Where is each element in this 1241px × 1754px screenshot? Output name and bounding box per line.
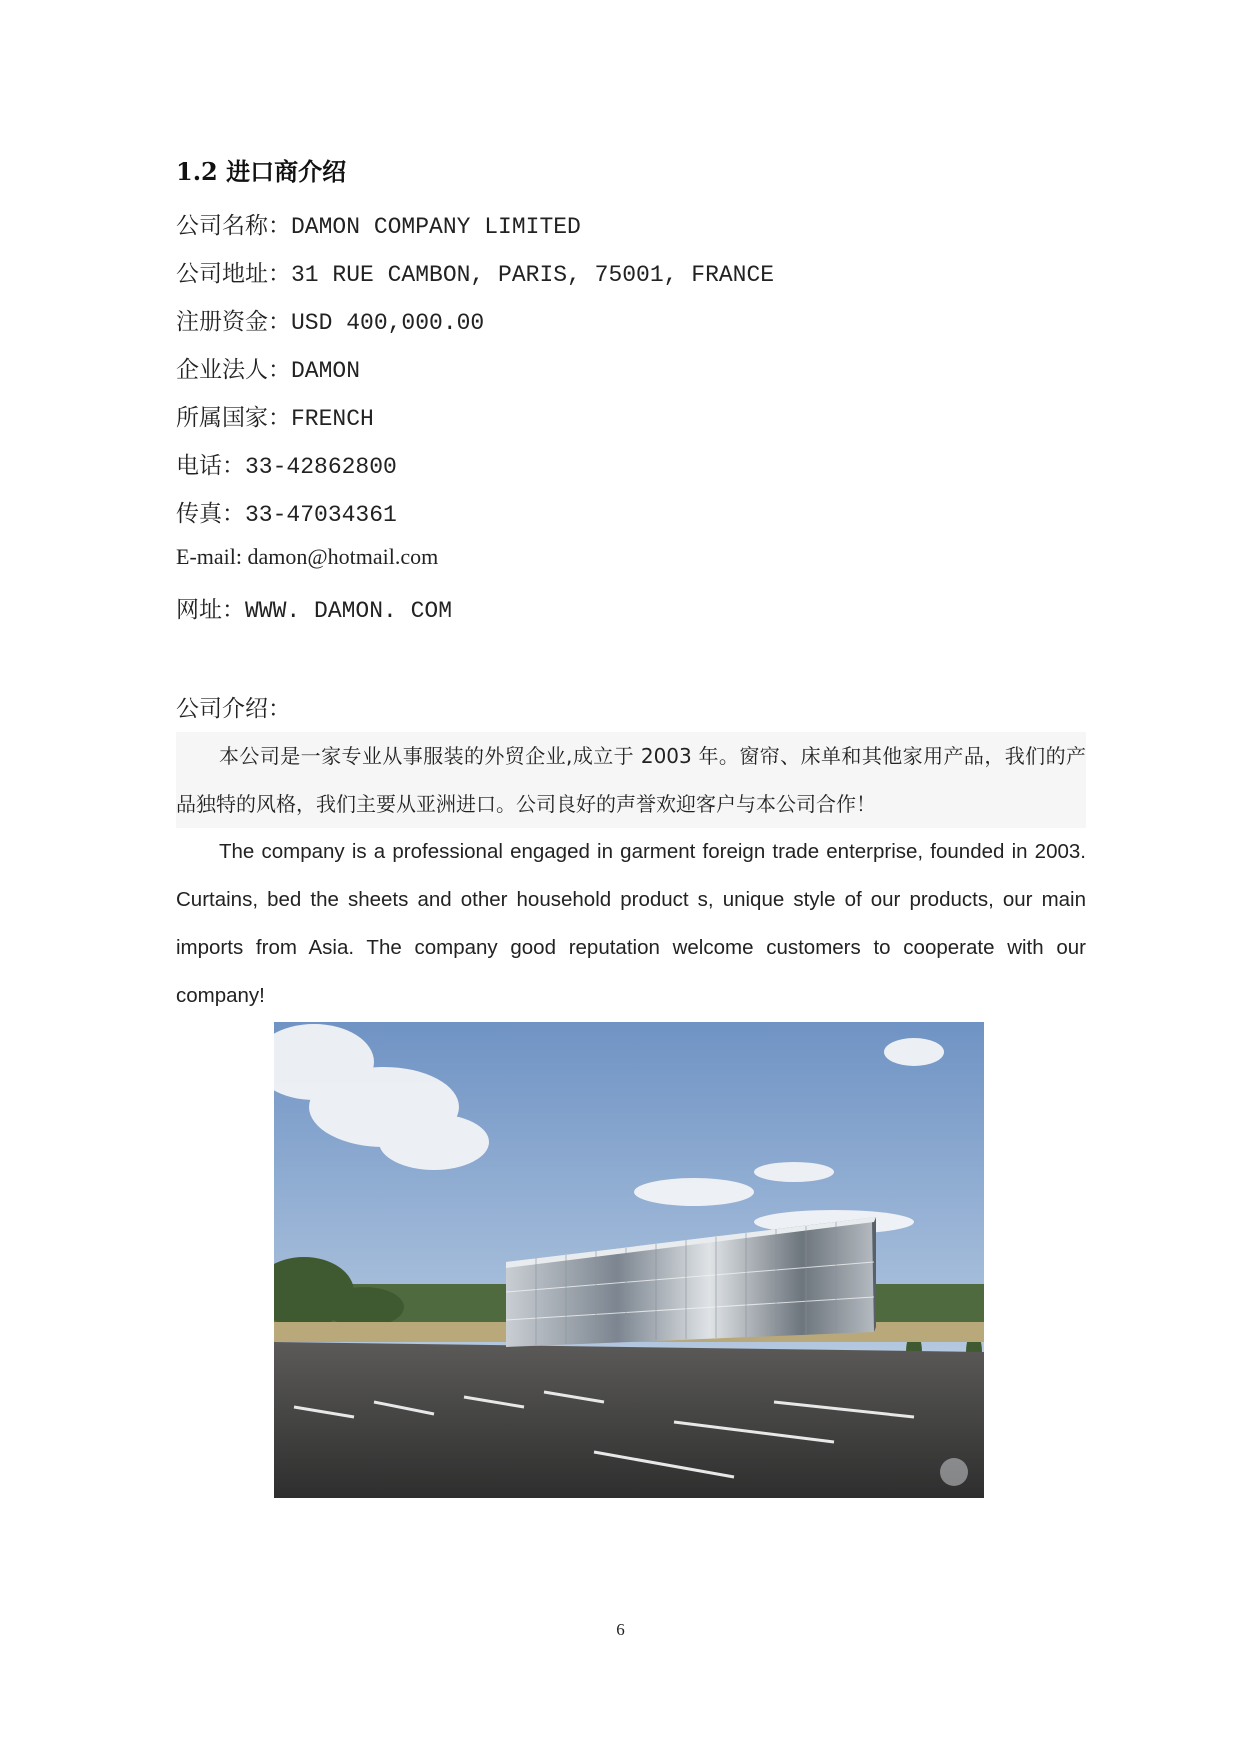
website-label: 网址： [176,597,245,623]
intro-label: 公司介绍： [176,696,291,722]
intro-paragraph-english-text: The company is a professional engaged in garment foreign trade enterprise, founded in 2003. Curtains, bed the sheets and other household product s, unique style of our products, our main imports from Asia. The company good reputation welcome customers to cooperate with our company! [176,840,1086,1007]
intro-paragraph-chinese [176,732,1086,828]
country-value: FRENCH [291,406,374,432]
phone-value: 33-42862800 [245,454,397,480]
registered-capital-value: USD 400,000.00 [291,310,485,336]
website-value[interactable]: WWW. DAMON. COM [245,598,453,624]
fax-value: 33-47034361 [245,502,397,528]
country-label: 所属国家： [176,405,291,431]
country-line [176,399,374,432]
fax-line [176,495,397,528]
email-label: E-mail: [176,544,248,569]
legal-person-line [176,351,360,384]
company-address-label: 公司地址： [176,261,291,287]
page-number: 6 [616,1620,625,1639]
email-line [176,544,438,570]
phone-label: 电话： [176,453,245,479]
website-line [176,591,452,624]
company-address-line [176,255,774,288]
company-address-value: 31 RUE CAMBON, PARIS, 75001, FRANCE [291,262,775,288]
legal-person-label: 企业法人： [176,357,291,383]
registered-capital-line [176,303,484,336]
intro-paragraph-english [176,828,1086,1020]
office-building-photo [274,1022,984,1498]
company-name-value: DAMON COMPANY LIMITED [291,214,581,240]
intro-paragraph-chinese-text: 本公司是一家专业从事服装的外贸企业,成立于 2003 年。窗帘、床单和其他家用产品，我们的产品独特的风格，我们主要从亚洲进口。公司良好的声誉欢迎客户与本公司合作！ [176,732,1086,828]
phone-line [176,447,397,480]
company-name-line [176,207,581,240]
section-heading: 1.2 进口商介绍 [176,157,347,186]
fax-label: 传真： [176,501,245,527]
email-value[interactable]: damon@hotmail.com [247,544,439,569]
company-name-label: 公司名称： [176,213,291,239]
registered-capital-label: 注册资金： [176,309,291,335]
legal-person-value: DAMON [291,358,361,384]
